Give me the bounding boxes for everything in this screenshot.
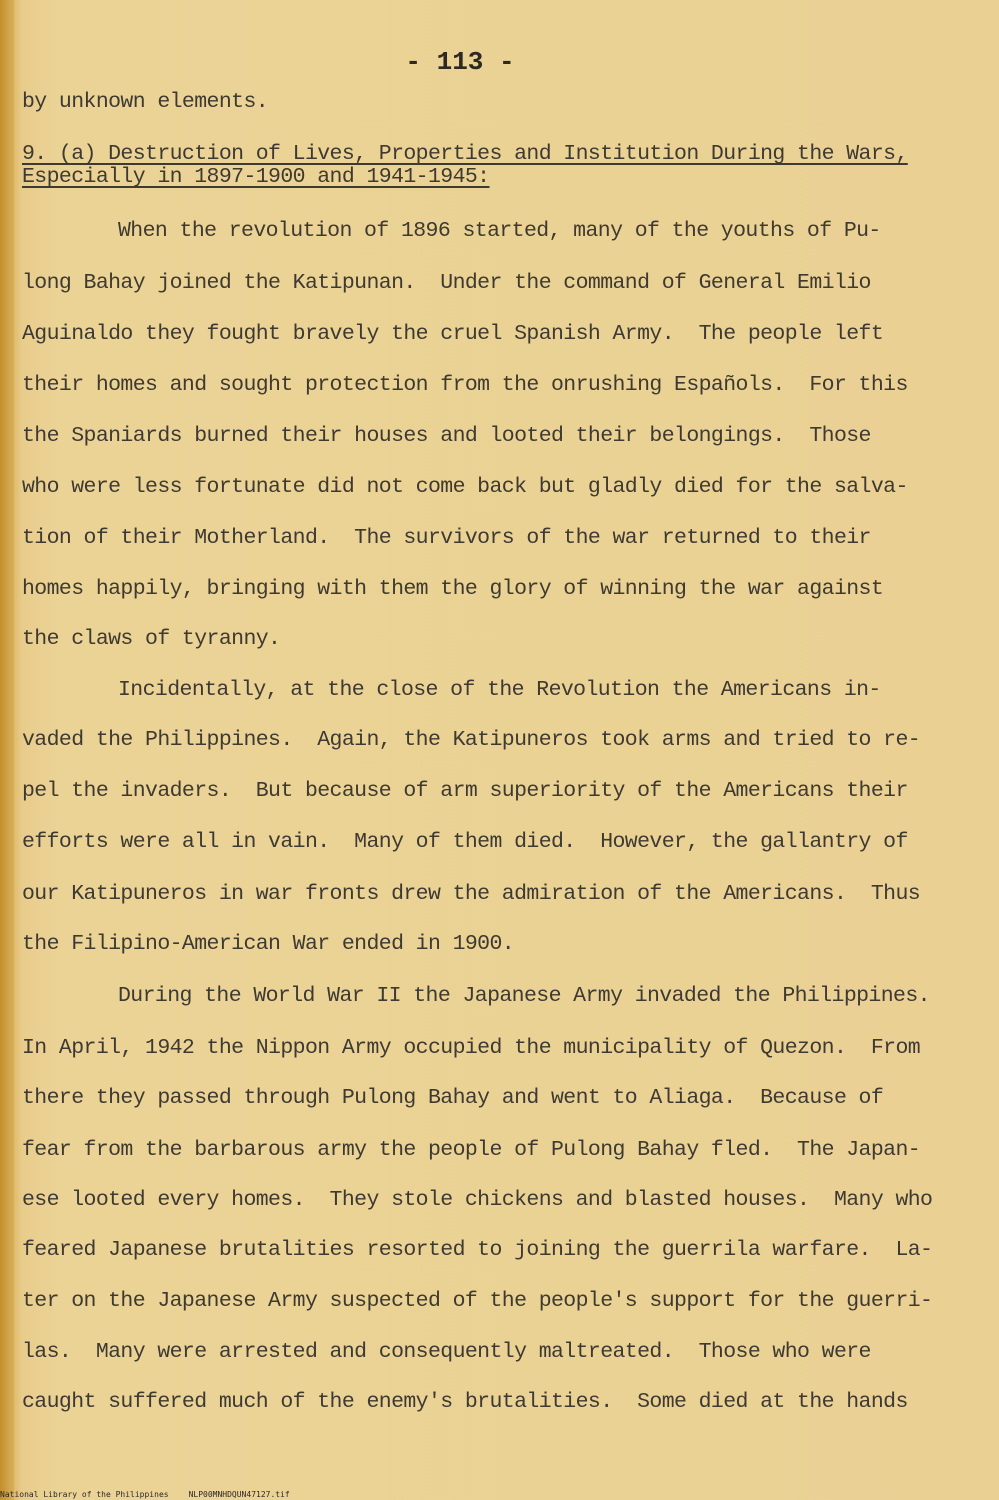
- text-line: the Filipino-American War ended in 1900.: [22, 932, 515, 956]
- text-line: Aguinaldo they fought bravely the cruel Spanish Army. The people left: [22, 322, 884, 346]
- text-line: homes happily, bringing with them the glory of winning the war against: [22, 577, 884, 601]
- text-line: las. Many were arrested and consequently maltreated. Those who were: [22, 1340, 871, 1364]
- text-line: there they passed through Pulong Bahay and went to Aliaga. Because of: [22, 1086, 884, 1110]
- text-line: the Spaniards burned their houses and looted their belongings. Those: [22, 424, 871, 448]
- text-line: tion of their Motherland. The survivors of the war returned to their: [22, 526, 871, 550]
- footer-file-name: NLP00MNHDQUN47127.tif: [188, 1490, 290, 1499]
- text-line: fear from the barbarous army the people of Pulong Bahay fled. The Japan-: [22, 1138, 921, 1162]
- text-line: long Bahay joined the Katipunan. Under the command of General Emilio: [22, 271, 871, 295]
- text-line: Incidentally, at the close of the Revolution the Americans in-: [118, 678, 881, 702]
- text-line: efforts were all in vain. Many of them died. However, the gallantry of: [22, 830, 908, 854]
- text-line: who were less fortunate did not come back but gladly died for the salva-: [22, 475, 908, 499]
- page-number: - 113 -: [405, 47, 515, 77]
- text-line: our Katipuneros in war fronts drew the admiration of the Americans. Thus: [22, 882, 921, 906]
- section-heading-line-2: Especially in 1897-1900 and 1941-1945:: [22, 165, 490, 189]
- page-edge-stain: [0, 0, 14, 1500]
- text-line: feared Japanese brutalities resorted to joining the guerrila warfare. La-: [22, 1238, 933, 1262]
- text-line: the claws of tyranny.: [22, 627, 281, 651]
- text-line: their homes and sought protection from the onrushing Españols. For this: [22, 373, 908, 397]
- section-heading-line-1: 9. (a) Destruction of Lives, Properties and Institution During the Wars,: [22, 142, 908, 166]
- footer-library: National Library of the Philippines: [0, 1490, 169, 1499]
- text-line: vaded the Philippines. Again, the Katipuneros took arms and tried to re-: [22, 728, 921, 752]
- scan-footer: [0, 1490, 290, 1499]
- text-line: When the revolution of 1896 started, many of the youths of Pu-: [118, 219, 881, 243]
- text-line: pel the invaders. But because of arm superiority of the Americans their: [22, 779, 908, 803]
- text-line: by unknown elements.: [22, 90, 269, 114]
- text-line: ter on the Japanese Army suspected of the people's support for the guerri-: [22, 1289, 933, 1313]
- text-line: In April, 1942 the Nippon Army occupied the municipality of Quezon. From: [22, 1036, 921, 1060]
- text-line: During the World War II the Japanese Army invaded the Philippines.: [118, 984, 930, 1008]
- text-line: caught suffered much of the enemy's brutalities. Some died at the hands: [22, 1390, 908, 1414]
- text-line: ese looted every homes. They stole chickens and blasted houses. Many who: [22, 1188, 933, 1212]
